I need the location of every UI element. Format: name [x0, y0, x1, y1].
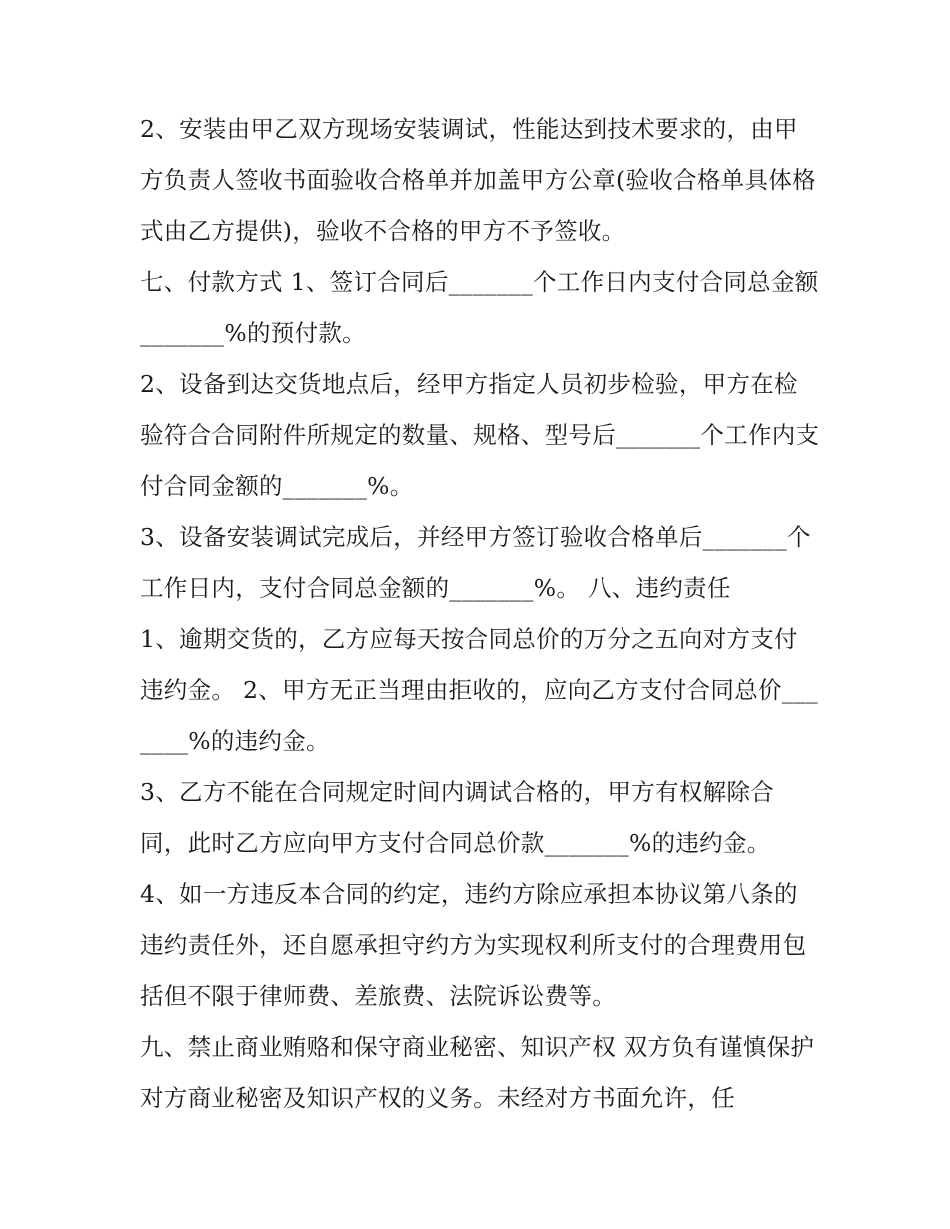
paragraph-commissioning-failure: 3、乙方不能在合同规定时间内调试合格的，甲方有权解除合同，此时乙方应向甲方支付合同总价款_______%的违约金。 — [140, 778, 775, 857]
paragraph-payment-terms: 七、付款方式 1、签订合同后_______个工作日内支付合同总金额_______%的预付款。 — [140, 268, 819, 347]
paragraph-late-delivery: 1、逾期交货的，乙方应每天按合同总价的万分之五向对方支付违约金。 2、甲方无正当理由拒收的，应向乙方支付合同总价_______%的违约金。 — [140, 625, 818, 755]
paragraph-acceptance: 2、安装由甲乙双方现场安装调试，性能达到技术要求的，由甲方负责人签收书面验收合格单并加盖甲方公章(验收合格单具体格式由乙方提供)，验收不合格的甲方不予签收。 — [140, 115, 816, 245]
paragraph-confidentiality: 九、禁止商业贿赂和保守商业秘密、知识产权 双方负有谨慎保护对方商业秘密及知识产权的义务。未经对方书面允许，任 — [140, 1033, 815, 1112]
paragraph-payment-delivery: 2、设备到达交货地点后，经甲方指定人员初步检验，甲方在检验符合合同附件所规定的数量、规格、型号后_______个工作内支付合同金额的_______%。 — [140, 370, 820, 500]
document-body — [140, 104, 820, 1124]
paragraph-payment-installation: 3、设备安装调试完成后，并经甲方签订验收合格单后_______个工作日内，支付合同总金额的_______%。 八、违约责任 — [140, 523, 811, 602]
paragraph-breach-liability: 4、如一方违反本合同的约定，违约方除应承担本协议第八条的违约责任外，还自愿承担守约方为实现权利所支付的合理费用包括但不限于律师费、差旅费、法院诉讼费等。 — [140, 880, 807, 1010]
